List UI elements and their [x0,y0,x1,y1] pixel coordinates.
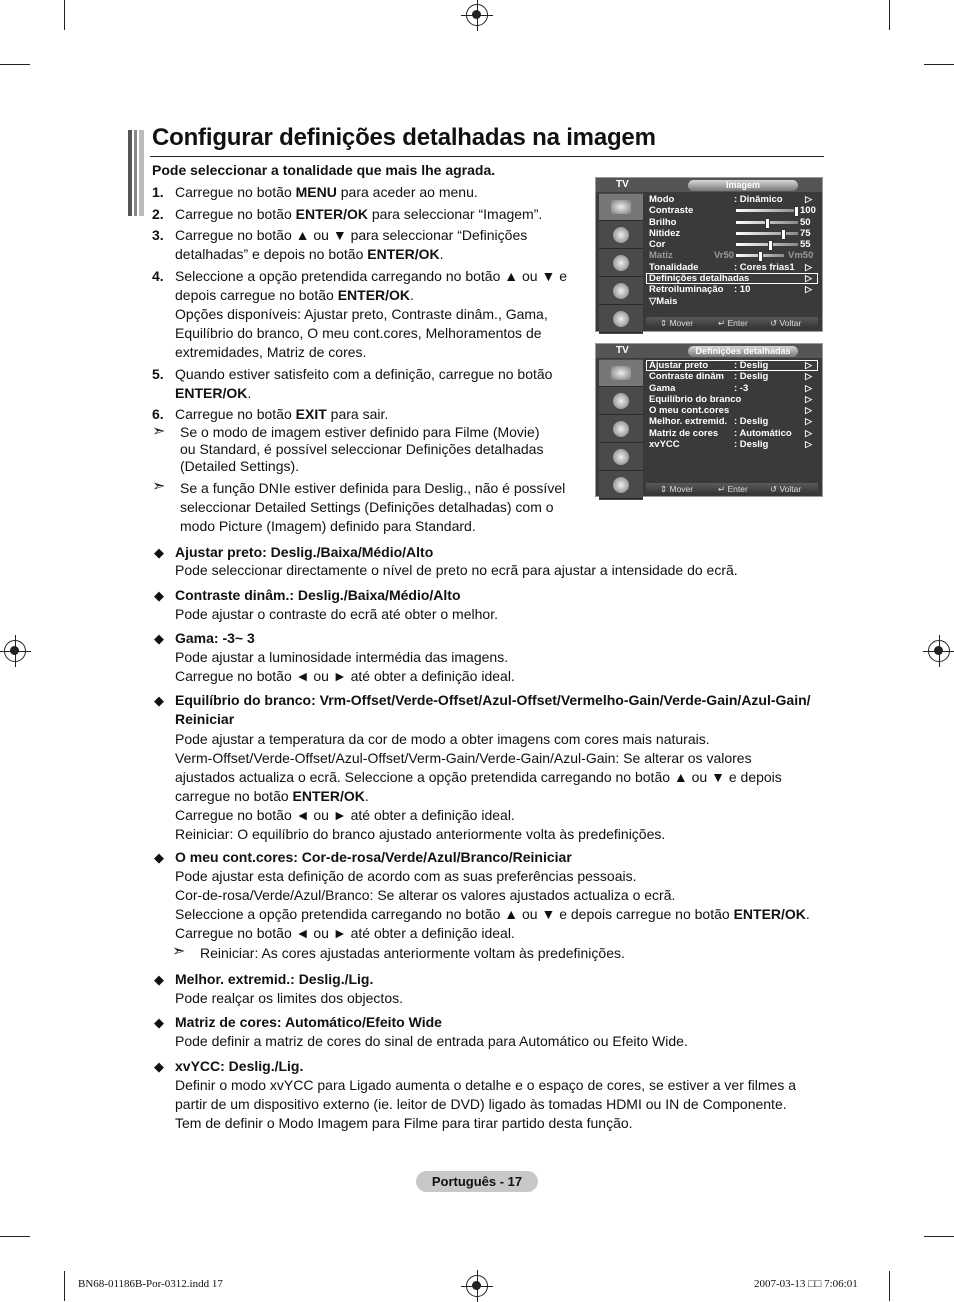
osd-row-tonalidade[interactable]: Tonalidade : Cores frias1 ▷ [649,261,812,273]
section-heading: Ajustar preto: Deslig./Baixa/Médio/Alto [175,544,434,560]
osd-row-matriz-cores[interactable]: Matriz de cores : Automático ▷ [649,427,812,439]
step-number: 3. [152,227,164,243]
tv-menu-definicoes-detalhadas [595,343,823,497]
note-arrow-icon: ➣ [172,943,186,960]
contraste-slider[interactable] [736,209,798,212]
osd-tab-imagem[interactable]: Imagem [688,180,798,191]
bullet-diamond-icon: ◆ [154,850,164,865]
enter-hint: ↵ Enter [718,484,748,494]
osd-row-nitidez[interactable]: Nitidez 75 [649,227,811,239]
enter-hint: ↵ Enter [718,318,748,328]
move-hint: ⇕ Mover [660,318,694,328]
osd-menu-list [646,360,818,450]
section-heading: Contraste dinâm.: Deslig./Baixa/Médio/Alto [175,587,461,603]
osd-row-contraste-dinam[interactable]: Contraste dinâm : Deslig ▷ [649,371,812,383]
osd-tab-definicoes[interactable]: Definições detalhadas [688,346,798,357]
sound-icon[interactable] [599,222,643,249]
osd-row-mais[interactable]: ▽Mais [649,295,678,307]
intro-text: Pode seleccionar a tonalidade que mais lhe agrada. [152,162,496,178]
crop-mark [64,0,65,30]
step-number: 6. [152,406,164,422]
step-number: 2. [152,206,164,222]
bullet-diamond-icon: ◆ [154,631,164,646]
section-heading: xvYCC: Deslig./Lig. [175,1058,304,1074]
crop-mark [924,1236,954,1237]
bullet-diamond-icon: ◆ [154,588,164,603]
back-hint: ↺ Voltar [770,318,802,328]
crop-mark [889,1271,890,1301]
osd-row-matiz[interactable]: Matiz Vr50 Vm50 [649,250,814,262]
page-number-badge: Português - 17 [416,1171,538,1192]
step-text: Carregue no botão ▲ ou ▼ para seleccionar “Definições detalhadas” e depois no botão ENTER/OK. [175,227,528,262]
section-text: Definir o modo xvYCC para Ligado aumenta o detalhe e o espaço de cores, se estiver a ver filmes a partir de um dispositivo externo (ie. leitor de DVD) ligado às tomadas HDMI ou IN de Componente. Tem de definir o Modo Imagem para Filme para tirar partido desta função. [175,1077,796,1131]
osd-row-cor[interactable]: Cor 55 [649,239,811,251]
osd-category-icons [599,193,643,334]
registration-mark-icon [928,640,950,662]
step-text: Seleccione a opção pretendida carregando no botão ▲ ou ▼ e depois carregue no botão ENTER/OK. Opções disponíveis: Ajustar preto, Contraste dinâm., Gama, Equilíbrio do branco, O meu cont.cores, Melhoramentos de extremidades, Matriz de cores. [175,268,567,360]
section-text: Pode ajustar o contraste do ecrã até obter o melhor. [175,606,498,622]
note-arrow-icon: ➣ [152,423,166,440]
tv-menu-imagem [595,177,823,332]
osd-tv-label: TV [616,179,629,190]
osd-tv-label: TV [616,345,629,356]
section-heading: Matriz de cores: Automático/Efeito Wide [175,1014,442,1030]
bullet-diamond-icon: ◆ [154,693,164,708]
move-hint: ⇕ Mover [660,484,694,494]
crop-mark [0,64,30,65]
section-heading: O meu cont.cores: Cor-de-rosa/Verde/Azul/Branco/Reiniciar [175,849,572,865]
bullet-diamond-icon: ◆ [154,545,164,560]
note-text: Reiniciar: As cores ajustadas anteriormente voltam às predefinições. [200,945,625,961]
osd-menu-list [646,194,818,307]
registration-mark-icon [4,640,26,662]
osd-row-ajustar-preto[interactable]: Ajustar preto : Deslig ▷ [646,360,818,371]
step-number: 5. [152,366,164,382]
osd-footer [646,317,818,329]
osd-row-gama[interactable]: Gama : -3 ▷ [649,382,812,394]
bullet-diamond-icon: ◆ [154,1059,164,1074]
file-name: BN68-01186B-Por-0312.indd 17 [78,1278,223,1290]
step-text: Quando estiver satisfeito com a definição, carregue no botão ENTER/OK. [175,366,553,401]
step-number: 1. [152,184,164,200]
section-heading: Gama: -3~ 3 [175,630,255,646]
osd-footer [646,483,818,495]
picture-icon[interactable] [599,360,643,387]
cor-slider[interactable] [736,243,798,246]
section-text: Pode seleccionar directamente o nível de preto no ecrã para ajustar a intensidade do ecrã. [175,562,738,578]
osd-row-melhor-extremid[interactable]: Melhor. extremid. : Deslig ▷ [649,416,812,428]
section-text: Pode definir a matriz de cores do sinal de entrada para Automático ou Efeito Wide. [175,1033,688,1049]
osd-row-modo[interactable]: Modo : Dinâmico ▷ [649,194,812,205]
crop-mark [64,1271,65,1301]
sound-icon[interactable] [599,388,643,415]
channel-icon[interactable] [599,416,643,443]
osd-header [596,344,822,358]
picture-icon[interactable] [599,194,643,221]
step-number: 4. [152,268,164,284]
input-icon[interactable] [599,472,643,499]
step-text: Carregue no botão EXIT para sair. [175,406,389,422]
section-heading: Melhor. extremid.: Deslig./Lig. [175,971,374,987]
section-text: Pode ajustar a temperatura da cor de modo a obter imagens com cores mais naturais. Verm-Offset/Verde-Offset/Azul-Offset/Verm-Gain/Verde-Gain/Azul-Gain: Se alterar os valores ajustados actualiza o ecrã. Seleccione a opção pretendida carregando no botão ▲ ou ▼ e depois carregue no botão ENTER/OK. Carregue no botão ◄ ou ► até obter a definição ideal. Reiniciar: O equilíbrio do branco ajustado anteriormente volta às predefinições. [175,731,782,842]
step-text: Carregue no botão ENTER/OK para seleccionar “Imagem”. [175,206,543,222]
osd-row-definicoes-detalhadas[interactable]: Definições detalhadas ▷ [646,273,818,284]
registration-mark-icon [466,1275,488,1297]
nitidez-slider[interactable] [736,232,798,235]
note-text: Se a função DNIe estiver definida para Deslig., não é possível seleccionar Detailed Settings (Definições detalhadas) com o modo Picture (Imagem) definido para Standard. [180,480,566,534]
title-divider [150,156,824,157]
section-text: Pode ajustar esta definição de acordo com as suas preferências pessoais. Cor-de-rosa/Verde/Azul/Branco: Se alterar os valores ajustados actualiza o ecrã. Seleccione a opção pretendida carregando no botão ▲ ou ▼ e depois carregue no botão ENTER/OK. Carregue no botão ◄ ou ► até obter a definição ideal. [175,868,810,941]
step-text: Carregue no botão MENU para aceder ao menu. [175,184,478,200]
print-date: 2007-03-13 □□ 7:06:01 [754,1278,858,1290]
crop-mark [0,1236,30,1237]
osd-row-brilho[interactable]: Brilho 50 [649,216,811,228]
registration-mark-icon [466,4,488,26]
bullet-diamond-icon: ◆ [154,1015,164,1030]
osd-row-equilibrio-branco[interactable]: Equilíbrio do branco ▷ [649,393,812,405]
osd-header [596,178,822,192]
page-title: Configurar definições detalhadas na imagem [152,124,656,151]
osd-row-retroiluminacao[interactable]: Retroiluminação : 10 ▷ [649,284,812,296]
channel-icon[interactable] [599,250,643,277]
input-icon[interactable] [599,306,643,333]
section-text: Pode realçar os limites dos objectos. [175,990,403,1006]
note-arrow-icon: ➣ [152,478,166,495]
crop-mark [924,64,954,65]
section-text: Pode ajustar a luminosidade intermédia das imagens. Carregue no botão ◄ ou ► até obter a definição ideal. [175,649,515,684]
osd-category-icons [599,359,643,500]
matiz-slider[interactable] [736,254,784,257]
setup-icon[interactable] [599,444,643,471]
osd-row-meu-cont-cores[interactable]: O meu cont.cores ▷ [649,405,812,417]
title-accent-bar [128,130,144,216]
note-text: Se o modo de imagem estiver definido para Filme (Movie) ou Standard, é possível seleccionar Definições detalhadas (Detailed Settings). [180,424,544,474]
bullet-diamond-icon: ◆ [154,972,164,987]
back-hint: ↺ Voltar [770,484,802,494]
crop-mark [889,0,890,30]
osd-row-contraste[interactable]: Contraste 100 [649,205,816,217]
setup-icon[interactable] [599,278,643,305]
osd-row-xvycc[interactable]: xvYCC : Deslig ▷ [649,439,812,451]
section-heading: Equilíbrio do branco: Vrm-Offset/Verde-Offset/Azul-Offset/Vermelho-Gain/Verde-Gain/Azul-Gain/ Reiniciar [175,692,811,727]
brilho-slider[interactable] [736,221,798,224]
